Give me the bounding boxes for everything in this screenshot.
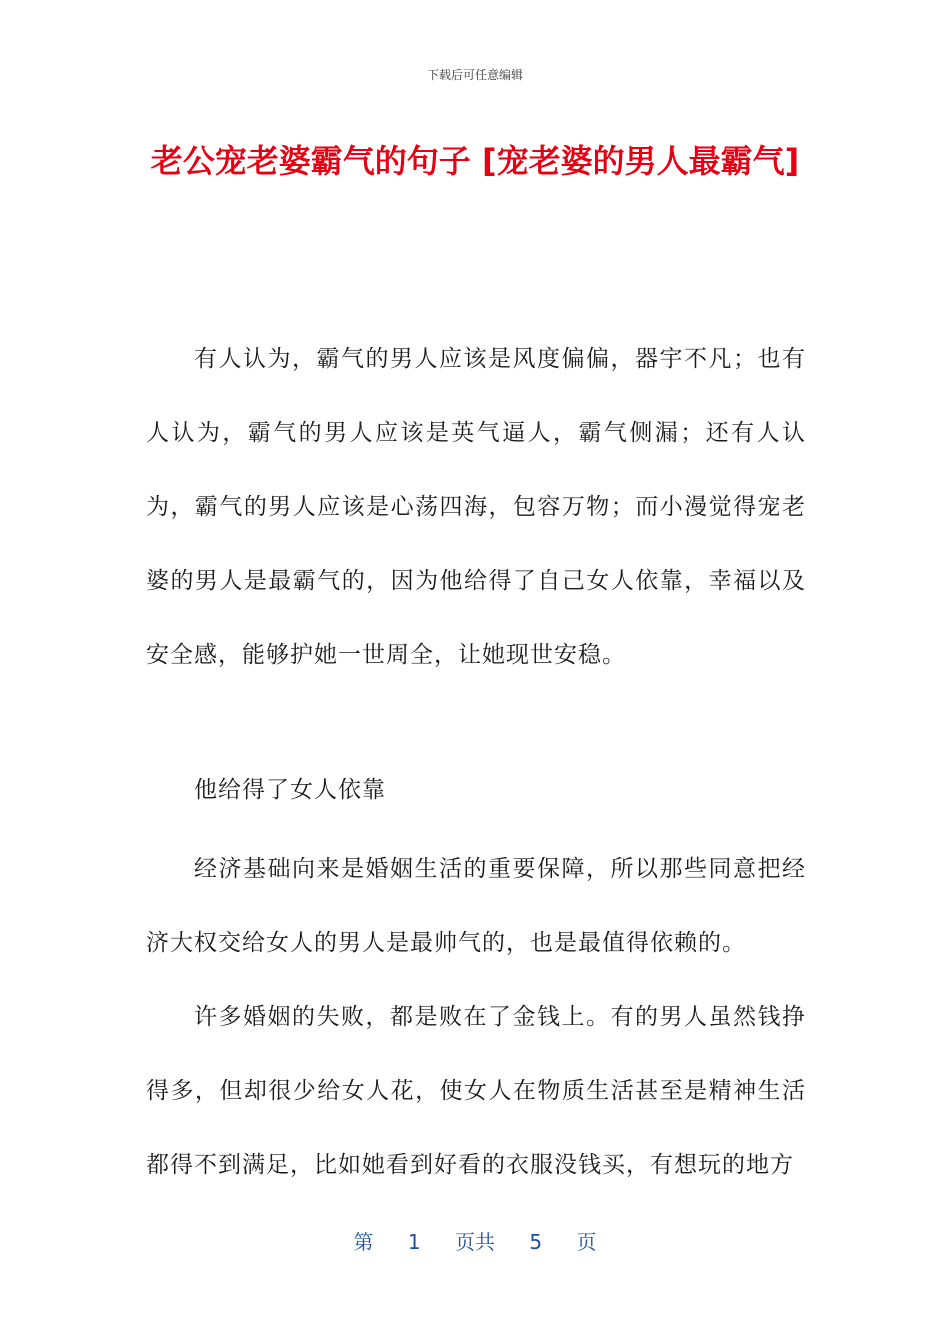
footer-current-page: 1 bbox=[407, 1230, 421, 1254]
paragraph-marriage: 许多婚姻的失败，都是败在了金钱上。有的男人虽然钱挣得多，但却很少给女人花，使女人在物质生活甚至是精神生活都得不到满足，比如她看到好看的衣服没钱买，有想玩的地方 bbox=[146, 1004, 806, 1178]
header-note: 下载后可任意编辑 bbox=[426, 68, 523, 82]
paragraph-intro: 有人认为，霸气的男人应该是风度偏偏，器宇不凡；也有人认为，霸气的男人应该是英气逼人，霸气侧漏；还有人认为，霸气的男人应该是心荡四海，包容万物；而小漫觉得宠老婆的男人是最霸气的，因为他给得了自己女人依靠，幸福以及安全感，能够护她一世周全，让她现世安稳。 bbox=[146, 346, 806, 668]
footer-total-pages: 5 bbox=[529, 1230, 543, 1254]
footer-prefix: 第 bbox=[353, 1230, 374, 1254]
footer-middle: 页共 bbox=[455, 1230, 495, 1254]
document-title: 老公宠老婆霸气的句子 [宠老婆的男人最霸气] bbox=[150, 142, 800, 180]
footer-suffix: 页 bbox=[576, 1230, 597, 1254]
paragraph-economy: 经济基础向来是婚姻生活的重要保障，所以那些同意把经济大权交给女人的男人是最帅气的，也是最值得依赖的。 bbox=[146, 856, 806, 956]
page-footer bbox=[0, 1226, 950, 1255]
section-heading: 他给得了女人依靠 bbox=[194, 777, 386, 803]
